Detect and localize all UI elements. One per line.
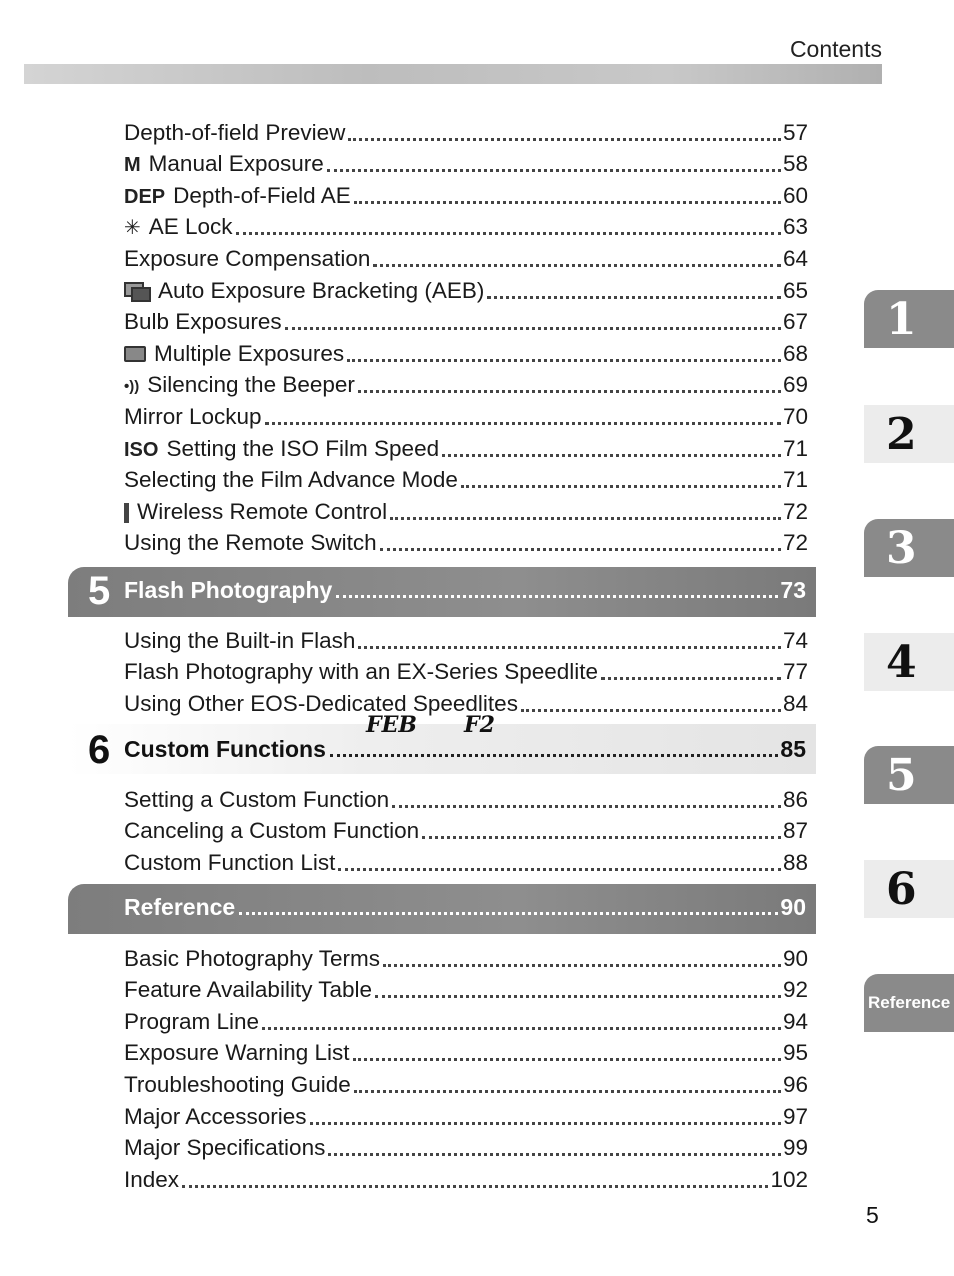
section-heading-flash[interactable]	[68, 567, 816, 617]
chapter-tab-1[interactable]	[864, 290, 954, 348]
toc-entry[interactable]	[124, 525, 808, 557]
chapter-tab-label: Reference	[868, 993, 951, 1012]
section-number: 5	[88, 569, 111, 613]
toc-entry-label: Canceling a Custom Function	[124, 818, 420, 844]
chapter-tab-label: 4	[886, 636, 917, 688]
leader-dots	[336, 595, 778, 598]
leader-dots	[380, 548, 781, 551]
chapter-tab-4[interactable]	[864, 633, 954, 691]
section-number: 6	[88, 728, 111, 772]
toc-entry-page: 94	[782, 1008, 808, 1034]
toc-entry[interactable]	[124, 430, 808, 462]
toc-entry-page: 90	[782, 945, 808, 971]
toc-entry-label: AE Lock	[148, 214, 233, 240]
toc-entry-label: Auto Exposure Bracketing (AEB)	[158, 277, 485, 303]
page-header-title: Contents	[789, 36, 882, 62]
toc-entry[interactable]	[124, 462, 808, 494]
toc-entry-label: Program Line	[124, 1008, 260, 1034]
toc-entry[interactable]	[124, 398, 808, 430]
toc-entry-label: Basic Photography Terms	[124, 945, 380, 971]
toc-entry[interactable]	[124, 844, 808, 876]
toc-entry-label: Exposure Compensation	[124, 245, 371, 271]
handwritten-note: F2	[464, 712, 495, 738]
leader-dots	[358, 390, 781, 393]
toc-entry[interactable]	[124, 493, 808, 525]
toc-entry-label: Silencing the Beeper	[147, 372, 355, 398]
toc-entry[interactable]	[124, 654, 808, 686]
toc-entry-label: Selecting the Film Advance Mode	[124, 467, 458, 493]
ae-lock-icon: ✳	[124, 217, 141, 240]
toc-entry-page: 87	[782, 818, 808, 844]
toc-entry-page: 71	[782, 435, 808, 461]
toc-group-custom	[124, 781, 808, 876]
toc-entry-page: 68	[782, 340, 808, 366]
toc-entry-page: 102	[770, 1166, 808, 1192]
leader-dots	[487, 296, 781, 299]
toc-entry-label: Major Accessories	[124, 1103, 307, 1129]
toc-entry[interactable]	[124, 972, 808, 1004]
toc-entry-page: 96	[782, 1071, 808, 1097]
leader-dots	[373, 264, 781, 267]
chapter-tab-label: 2	[886, 408, 917, 460]
toc-entry-label: Using the Built-in Flash	[124, 627, 356, 653]
toc-entry[interactable]	[124, 1161, 808, 1193]
toc-entry-label: Flash Photography with an EX-Series Speedlite	[124, 659, 599, 685]
leader-dots	[347, 359, 781, 362]
toc-entry-label: Using the Remote Switch	[124, 530, 377, 556]
toc-entry[interactable]	[124, 304, 808, 336]
toc-entry-page: 86	[782, 786, 808, 812]
leader-dots	[354, 1090, 781, 1093]
section-page: 85	[780, 736, 806, 762]
toc-entry-page: 72	[782, 530, 808, 556]
handwritten-note: FEB	[366, 712, 417, 738]
chapter-tab-reference[interactable]	[864, 974, 954, 1032]
aeb-icon	[124, 282, 150, 300]
leader-dots	[375, 995, 781, 998]
toc-entry[interactable]	[124, 1035, 808, 1067]
remote-control-icon	[124, 503, 129, 523]
toc-entry[interactable]	[124, 177, 808, 209]
toc-entry[interactable]	[124, 1098, 808, 1130]
toc-entry-label: Using Other EOS-Dedicated Speedlites	[124, 690, 518, 716]
section-title: Reference	[124, 894, 236, 920]
toc-entry-page: 69	[782, 372, 808, 398]
leader-dots	[338, 868, 781, 871]
leader-dots	[601, 677, 781, 680]
chapter-tab-label: 6	[886, 863, 917, 915]
toc-entry-page: 71	[782, 467, 808, 493]
toc-entry[interactable]	[124, 114, 808, 146]
toc-entry[interactable]	[124, 813, 808, 845]
toc-entry[interactable]	[124, 367, 808, 399]
toc-entry-label: Custom Function List	[124, 849, 336, 875]
section-heading-reference[interactable]	[68, 884, 816, 934]
toc-entry[interactable]	[124, 335, 808, 367]
chapter-tab-label: 5	[886, 749, 917, 801]
toc-entry-page: 88	[782, 849, 808, 875]
chapter-tab-label: 1	[886, 293, 917, 345]
toc-entry[interactable]	[124, 1130, 808, 1162]
leader-dots	[310, 1122, 781, 1125]
toc-group-flash	[124, 622, 808, 717]
leader-dots	[383, 964, 781, 967]
toc-entry-page: 57	[782, 119, 808, 145]
toc-group-reference	[124, 940, 808, 1193]
toc-entry-page: 70	[782, 403, 808, 429]
section-title: Custom Functions	[124, 736, 326, 762]
toc-entry-page: 95	[782, 1040, 808, 1066]
chapter-tab-label: 3	[886, 522, 917, 574]
toc-entry[interactable]	[124, 1066, 808, 1098]
toc-entry[interactable]	[124, 272, 808, 304]
leader-dots	[236, 232, 781, 235]
leader-dots	[461, 485, 781, 488]
toc-entry-label: Exposure Warning List	[124, 1040, 350, 1066]
leader-dots	[422, 836, 781, 839]
toc-entry-label: Multiple Exposures	[154, 340, 345, 366]
toc-entry-label: Setting the ISO Film Speed	[166, 435, 440, 461]
toc-entry-page: 60	[782, 182, 808, 208]
toc-entry-page: 58	[782, 151, 808, 177]
toc-entry-label: Feature Availability Table	[124, 977, 373, 1003]
leader-dots	[330, 754, 779, 757]
chapter-tab-6[interactable]	[864, 860, 954, 918]
leader-dots	[442, 454, 781, 457]
page-number: 5	[866, 1202, 879, 1228]
section-page: 90	[780, 894, 806, 920]
toc-entry-label: Mirror Lockup	[124, 403, 262, 429]
toc-entry-label: Bulb Exposures	[124, 309, 282, 335]
toc-entry-label: Major Specifications	[124, 1135, 326, 1161]
chapter-tab-2[interactable]	[864, 405, 954, 463]
toc-group-top	[124, 114, 808, 556]
toc-entry[interactable]	[124, 1003, 808, 1035]
toc-entry-label: Wireless Remote Control	[137, 498, 388, 524]
toc-entry-label: Depth-of-Field AE	[173, 182, 351, 208]
toc-entry-page: 72	[782, 498, 808, 524]
leader-dots	[358, 646, 781, 649]
multiple-exposure-icon	[124, 346, 146, 362]
toc-entry[interactable]	[124, 146, 808, 178]
toc-entry-label: Setting a Custom Function	[124, 786, 390, 812]
toc-entry-page: 63	[782, 214, 808, 240]
header-bar	[24, 64, 882, 84]
leader-dots	[262, 1027, 781, 1030]
chapter-tab-5[interactable]	[864, 746, 954, 804]
section-page: 73	[780, 577, 806, 603]
leader-dots	[354, 201, 781, 204]
leader-dots	[348, 138, 781, 141]
manual-mode-icon: M	[124, 154, 141, 177]
toc-entry[interactable]	[124, 940, 808, 972]
dep-mode-icon: DEP	[124, 185, 166, 208]
beeper-icon: •))	[124, 378, 140, 396]
leader-dots	[265, 422, 781, 425]
chapter-tab-3[interactable]	[864, 519, 954, 577]
leader-dots	[353, 1058, 781, 1061]
toc-entry-label: Depth-of-field Preview	[124, 119, 346, 145]
leader-dots	[239, 912, 778, 915]
leader-dots	[327, 169, 781, 172]
leader-dots	[521, 709, 781, 712]
toc-entry-page: 99	[782, 1135, 808, 1161]
leader-dots	[182, 1185, 768, 1188]
toc-entry-page: 64	[782, 245, 808, 271]
leader-dots	[392, 805, 781, 808]
toc-entry-page: 97	[782, 1103, 808, 1129]
toc-entry-page: 84	[782, 690, 808, 716]
section-heading-custom-functions[interactable]	[68, 724, 816, 774]
leader-dots	[328, 1153, 781, 1156]
toc-entry[interactable]	[124, 781, 808, 813]
section-title: Flash Photography	[124, 577, 333, 603]
toc-entry[interactable]	[124, 622, 808, 654]
toc-entry[interactable]	[124, 240, 808, 272]
toc-entry-page: 65	[782, 277, 808, 303]
toc-entry[interactable]	[124, 209, 808, 241]
toc-entry-label: Index	[124, 1166, 180, 1192]
toc-entry-label: Troubleshooting Guide	[124, 1071, 351, 1097]
toc-entry-page: 77	[782, 659, 808, 685]
toc-entry-page: 74	[782, 627, 808, 653]
iso-icon: ISO	[124, 438, 159, 461]
toc-entry-page: 92	[782, 977, 808, 1003]
toc-entry-page: 67	[782, 309, 808, 335]
leader-dots	[285, 327, 781, 330]
leader-dots	[390, 517, 781, 520]
toc-entry-label: Manual Exposure	[148, 151, 324, 177]
